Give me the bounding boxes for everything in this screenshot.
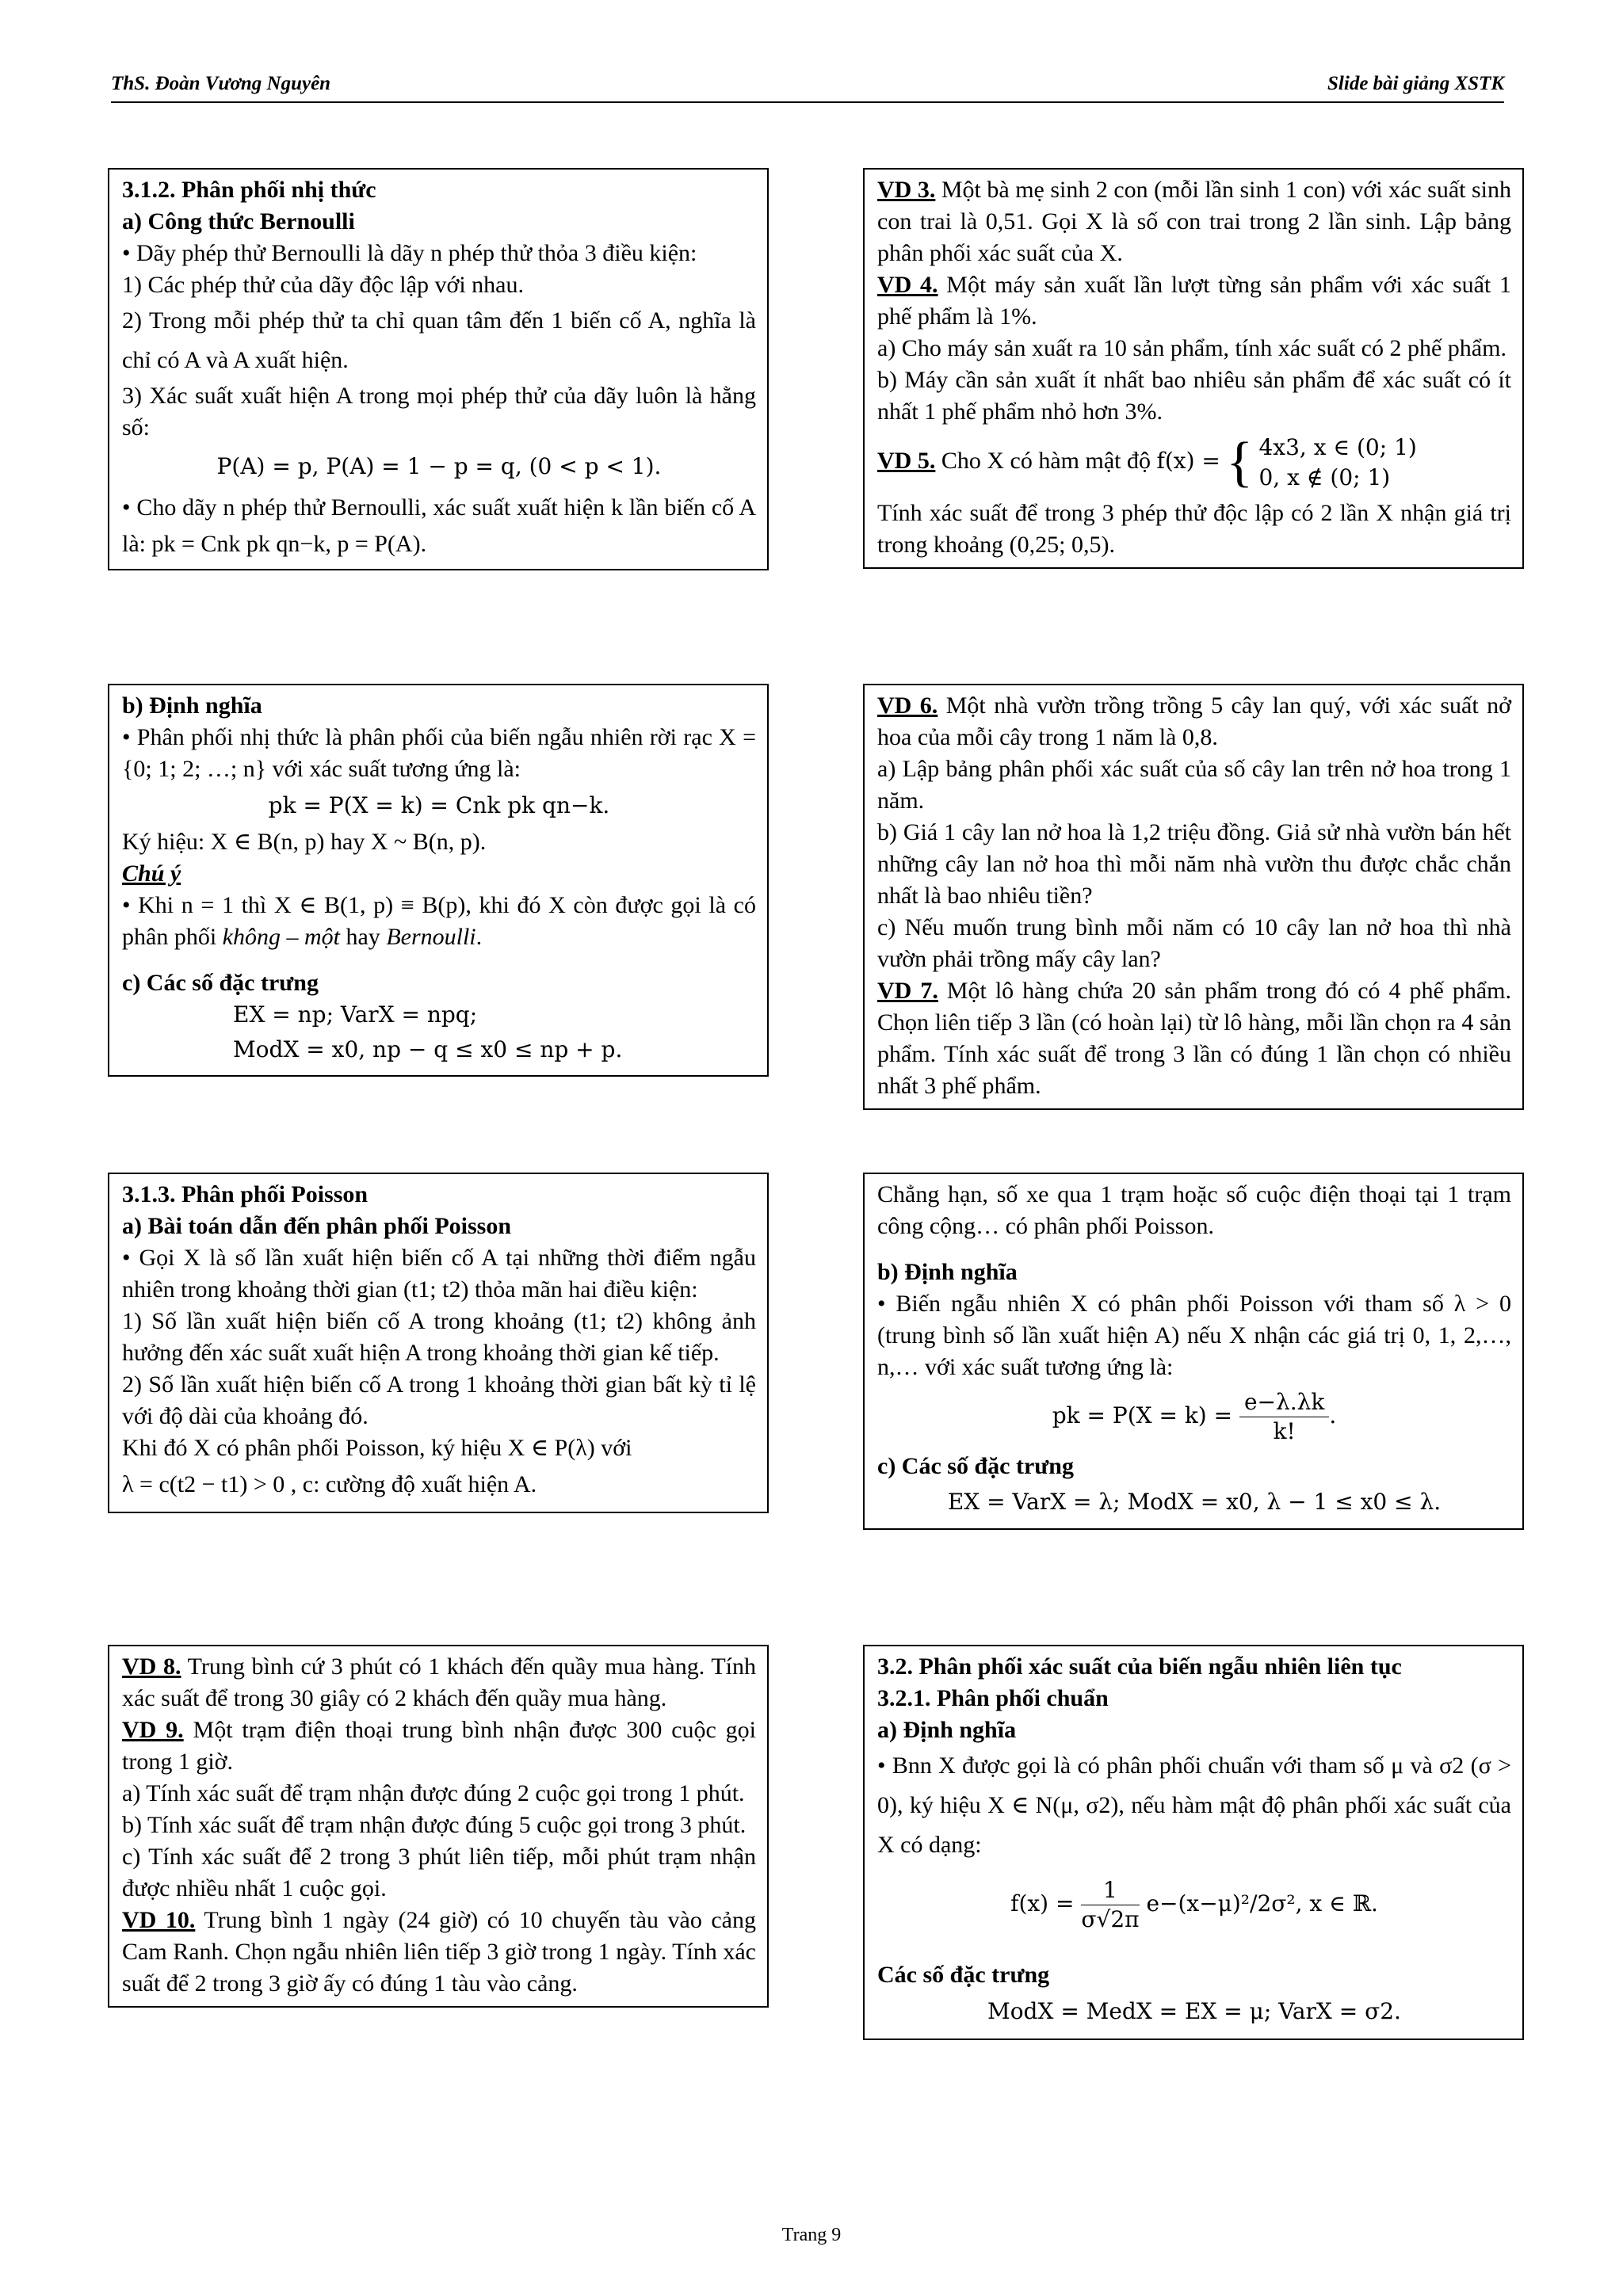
example-text: Một bà mẹ sinh 2 con (mỗi lần sinh 1 con) với xác suất sinh con trai là 0,51. Gọi X là số con trai trong 2 lần sinh. Lập bảng phân phối xác suất của X. [877,177,1512,266]
example-part: a) Tính xác suất để trạm nhận được đúng 2 cuộc gọi trong 1 phút. [122,1780,745,1806]
paragraph: • Cho dãy n phép thử Bernoulli, xác suất xuất hiện k lần biến cố A là: pk = Cnk pk qn−k, p = P(A). [122,494,756,557]
example-text: Trung bình cứ 3 phút có 1 khách đến quầy mua hàng. Tính xác suất để trong 30 giây có 2 khách đến quầy mua hàng. [122,1653,756,1711]
examples-vd3-vd5-box [863,168,1524,569]
subsection-title: c) Các số đặc trưng [122,970,319,996]
fraction-numerator: e−λ.λk [1239,1388,1329,1417]
subsection-title: b) Định nghĩa [877,1259,1018,1285]
paragraph: 3) Xác suất xuất hiện A trong mọi phép thử của dãy luôn là hằng số: [122,383,756,441]
section-title: 3.1.2. Phân phối nhị thức [122,177,376,203]
paragraph: • Dãy phép thử Bernoulli là dãy n phép thử thỏa 3 điều kiện: [122,240,697,266]
poisson-intro-box [108,1173,769,1513]
note-title: Chú ý [122,860,181,887]
paragraph: 2) Trong mỗi phép thử ta chỉ quan tâm đến 1 biến cố A, nghĩa là chỉ có A và A xuất hiện. [122,307,756,373]
formula [877,1876,1511,1934]
formula: EX = np; VarX = npq; [233,1001,478,1028]
formula: EX = VarX = λ; ModX = x0, λ − 1 ≤ x0 ≤ λ. [947,1489,1442,1515]
normal-distribution-box [863,1645,1524,2040]
formula: f(x) = [1156,447,1220,474]
subsection-title: c) Các số đặc trưng [877,1453,1074,1479]
paragraph: 2) Số lần xuất hiện biến cố A trong 1 khoảng thời gian bất kỳ tỉ lệ với độ dài của khoảng đó. [122,1371,756,1429]
fraction-numerator: 1 [1081,1876,1139,1905]
section-title: 3.2. Phân phối xác suất của biến ngẫu nhiên liên tục [877,1653,1402,1680]
subsection-title: Các số đặc trưng [877,1962,1050,1988]
paragraph: • Phân phối nhị thức là phân phối của biến ngẫu nhiên rời rạc X = {0; 1; 2; …; n} với xác suất tương ứng là: [122,724,756,782]
example-text: Một trạm điện thoại trung bình nhận được 300 cuộc gọi trong 1 giờ. [122,1717,756,1775]
example-text: Một lô hàng chứa 20 sản phẩm trong đó có 4 phế phẩm. Chọn liên tiếp 3 lần (có hoàn lại) từ lô hàng, mỗi lần chọn ra 4 sản phẩm. Tính xác suất để trong 3 lần có đúng 1 lần chọn có nhiều nhất 3 phế phẩm. [877,978,1511,1099]
example-label: VD 3. [877,177,936,203]
example-part: b) Tính xác suất để trạm nhận được đúng 5 cuộc gọi trong 3 phút. [122,1812,747,1838]
paragraph: λ = c(t2 − t1) > 0 , c: cường độ xuất hiện A. [122,1471,537,1497]
example-text: Trung bình 1 ngày (24 giờ) có 10 chuyến tàu vào cảng Cam Ranh. Chọn ngẫu nhiên liên tiếp 3 giờ trong 1 ngày. Tính xác suất để 2 trong 3 giờ ấy có đúng 1 tàu vào cảng. [122,1907,756,1997]
example-text: Cho X có hàm mật độ [941,447,1151,474]
paragraph: • Biến ngẫu nhiên X có phân phối Poisson với tham số λ > 0 (trung bình số lần xuất hiện A) nếu X nhận các giá trị 0, 1, 2,…, n,… với xác suất tương ứng là: [877,1291,1511,1380]
page-number: Trang 9 [781,2225,842,2245]
note-term: không – một [222,924,340,950]
subsection-title: a) Công thức Bernoulli [122,208,355,235]
formula-left: pk = P(X = k) = [1052,1402,1233,1428]
header-author: ThS. Đoàn Vương Nguyên [111,73,331,94]
binomial-formula-box [108,168,769,570]
example-text: Tính xác suất để trong 3 phép thử độc lập có 2 lần X nhận giá trị trong khoảng (0,25; 0,5). [877,500,1511,558]
example-label: VD 5. [877,447,936,474]
piecewise-cases [1258,433,1416,493]
example-label: VD 7. [877,978,938,1004]
paragraph: • Gọi X là số lần xuất hiện biến cố A tại những thời điểm ngẫu nhiên trong khoảng thời gian (t1; t2) thỏa mãn hai điều kiện: [122,1245,756,1302]
example-label: VD 6. [877,692,938,719]
example-part: a) Lập bảng phân phối xác suất của số cây lan trên nở hoa trong 1 năm. [877,756,1511,814]
note-text: • Khi n = 1 thì X ∈ B(1, p) ≡ B(p), khi đó X còn được gọi là có phân phối [122,892,756,950]
subsection-title: a) Định nghĩa [877,1717,1017,1743]
example-text: Một nhà vườn trồng trồng 5 cây lan quý, với xác suất nở hoa của mỗi cây trong 1 năm là 0,8. [877,692,1511,750]
formula: pk = P(X = k) = Cnk pk qn−k. [268,792,610,818]
case-2: 0, x ∉ (0; 1) [1258,464,1391,490]
formula-left: f(x) = [1010,1890,1075,1917]
paragraph: • Khi n = 1 thì X ∈ B(1, p) ≡ B(p), khi đó X còn được gọi là có phân phối không – một hay Bernoulli. [122,892,756,950]
example-label: VD 9. [122,1717,184,1743]
formula-exponent: e−(x−μ)²/2σ², x ∈ ℝ. [1146,1890,1378,1917]
example-label: VD 10. [122,1907,196,1933]
formula: pk = P(X = k) = $\frac{e-\lambda.\lambda k}{k!}$ . [1052,1389,1337,1444]
example-part: a) Cho máy sản xuất ra 10 sản phẩm, tính xác suất có 2 phế phẩm. [877,335,1507,361]
paragraph: 1) Các phép thử của dãy độc lập với nhau. [122,272,524,298]
fraction [1081,1876,1139,1934]
formula: ModX = MedX = EX = μ; VarX = σ2. [987,1998,1401,2024]
example-text: Một máy sản xuất lần lượt từng sản phẩm với xác suất 1 phế phẩm là 1%. [877,272,1511,330]
fraction [1239,1388,1329,1446]
example-label: VD 4. [877,272,938,298]
example-part: b) Giá 1 cây lan nở hoa là 1,2 triệu đồng. Giả sử nhà vườn bán hết những cây lan nở hoa thì mỗi năm nhà vườn thu được chắc chắn nhất là bao nhiêu tiền? [877,819,1511,909]
note-term: Bernoulli [386,924,476,950]
formula: ModX = x0, np − q ≤ x0 ≤ np + p. [233,1036,623,1062]
header-divider [111,101,1504,103]
brace-symbol: { [1226,432,1253,493]
example-part: c) Tính xác suất để 2 trong 3 phút liên tiếp, mỗi phút trạm nhận được nhiều nhất 1 cuộc gọi. [122,1844,756,1901]
examples-vd8-vd10-box [108,1645,769,2008]
subsection-title: a) Bài toán dẫn đến phân phối Poisson [122,1213,512,1239]
subsection-title: 3.2.1. Phân phối chuẩn [877,1685,1109,1711]
header-title: Slide bài giảng XSTK [1327,73,1504,94]
note-text: hay [346,924,380,950]
paragraph: Ký hiệu: X ∈ B(n, p) hay X ~ B(n, p). [122,829,487,855]
poisson-definition-box [863,1173,1524,1530]
fraction-denominator: σ√2π [1081,1906,1140,1932]
case-1: 4x3, x ∈ (0; 1) [1258,434,1417,460]
section-title: 3.1.3. Phân phối Poisson [122,1181,369,1207]
binomial-definition-box [108,684,769,1077]
example-part: c) Nếu muốn trung bình mỗi năm có 10 cây lan nở hoa thì nhà vườn phải trồng mấy cây lan? [877,914,1511,972]
formula: P(A) = p, P(A) = 1 − p = q, (0 < p < 1). [216,453,662,479]
paragraph: • Bnn X được gọi là có phân phối chuẩn với tham số μ và σ2 (σ > 0), ký hiệu X ∈ N(μ, σ2), nếu hàm mật độ phân phối xác suất của X có dạng: [877,1753,1511,1858]
paragraph: Chẳng hạn, số xe qua 1 trạm hoặc số cuộc điện thoại tại 1 trạm công cộng… có phân phối Poisson. [877,1181,1511,1239]
fraction-denominator: k! [1273,1418,1296,1444]
paragraph: 1) Số lần xuất hiện biến cố A trong khoảng (t1; t2) không ảnh hưởng đến xác suất xuất hiện A trong khoảng thời gian kế tiếp. [122,1308,756,1366]
example-label: VD 8. [122,1653,181,1680]
example-part: b) Máy cần sản xuất ít nhất bao nhiêu sản phẩm để xác suất có ít nhất 1 phế phẩm nhỏ hơn 3%. [877,367,1511,425]
subsection-title: b) Định nghĩa [122,692,262,719]
paragraph: Khi đó X có phân phối Poisson, ký hiệu X ∈ P(λ) với [122,1435,632,1461]
examples-vd6-vd7-box [863,684,1524,1110]
